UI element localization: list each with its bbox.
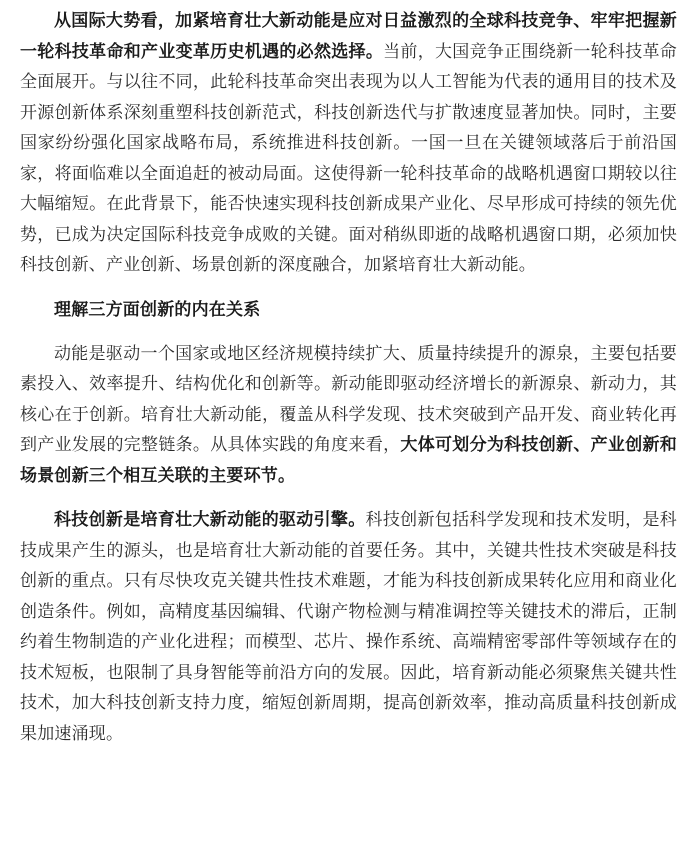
- paragraph-tail-bold: 大体可划分为科技创新、产业创新和场景创新三个相互关联的主要环节。: [20, 435, 677, 486]
- article-body: [20, 6, 677, 749]
- section-heading: 理解三方面创新的内在关系: [54, 299, 261, 320]
- paragraph-lead-bold: 从国际大势看，加紧培育壮大新动能是应对日益激烈的全球科技竞争、牢牢把握新一轮科技革命和产业变革历史机遇的必然选择。: [20, 11, 677, 62]
- paragraph-text: 当前，大国竞争正围绕新一轮科技革命全面展开。与以往不同，此轮科技革命突出表现为以人工智能为代表的通用目的技术及开源创新体系深刻重塑科技创新范式，科技创新迭代与扩散速度显著加快。同时，主要国家纷纷强化国家战略布局，系统推进科技创新。一国一旦在关键领域落后于前沿国家，将面临难以全面追赶的被动局面。这使得新一轮科技革命的战略机遇窗口期较以往大幅缩短。在此背景下，能否快速实现科技创新成果产业化、尽早形成可持续的领先优势，已成为决定国际科技竞争成败的关键。面对稍纵即逝的战略机遇窗口期，必须加快科技创新、产业创新、场景创新的深度融合，加紧培育壮大新动能。: [20, 41, 677, 275]
- paragraph-text: 科技创新包括科学发现和技术发明，是科技成果产生的源头，也是培育壮大新动能的首要任务。其中，关键共性技术突破是科技创新的重点。只有尽快攻克关键共性技术难题，才能为科技创新成果转化应用和商业化创造条件。例如，高精度基因编辑、代谢产物检测与精准调控等关键技术的滞后，正制约着生物制造的产业化进程；而模型、芯片、操作系统、高端精密零部件等领域存在的技术短板，也限制了具身智能等前沿方向的发展。因此，培育新动能必须聚焦关键共性技术，加大科技创新支持力度，缩短创新周期，提高创新效率，推动高质量科技创新成果加速涌现。: [20, 510, 677, 744]
- paragraph-momentum-definition: [20, 339, 677, 492]
- paragraph-text: 动能是驱动一个国家或地区经济规模持续扩大、质量持续提升的源泉，主要包括要素投入、效率提升、结构优化和创新等。新动能即驱动经济增长的新源泉、新动力，其核心在于创新。培育壮大新动能，覆盖从科学发现、技术突破到产品开发、商业转化再到产业发展的完整链条。从具体实践的角度来看，: [20, 343, 677, 455]
- paragraph-tech-innovation: [20, 505, 677, 749]
- paragraph-international-trend: [20, 6, 677, 281]
- paragraph-lead-bold: 科技创新是培育壮大新动能的驱动引擎。: [54, 510, 366, 530]
